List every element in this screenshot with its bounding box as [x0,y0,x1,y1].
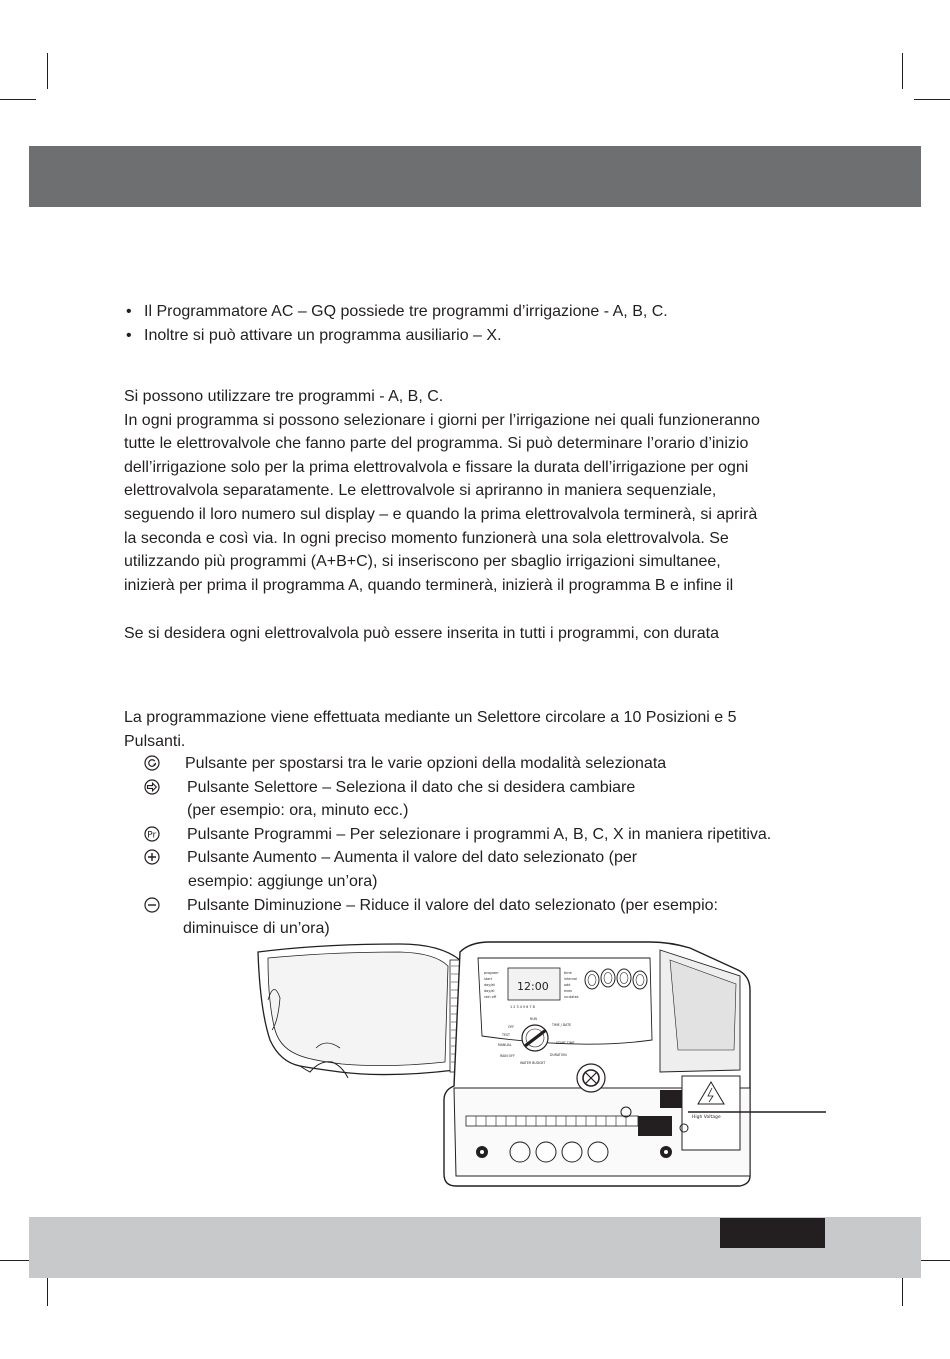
button-item-selector [144,776,844,800]
svg-text:start: start [484,977,492,981]
lid-inner [268,952,448,1066]
svg-text:START TIME: START TIME [556,1041,575,1045]
text-line: inizierà per prima il programma A, quando terminerà, inizierà il programma B e infine il [124,576,734,594]
button-description-list [144,752,844,941]
crop-mark [902,53,903,89]
svg-text:Pr: Pr [147,830,157,841]
text-line: Si possono utilizzare tre programmi - A, B, C. [124,388,444,405]
svg-text:odd: odd [564,983,571,987]
svg-text:DURATION: DURATION [550,1053,567,1057]
button-item-continuation [144,799,844,823]
svg-text:even: even [564,989,573,993]
svg-text:OFF: OFF [508,1025,515,1029]
svg-text:TEST: TEST [502,1033,510,1037]
button-description: Pulsante Aumento – Aumenta il valore del dato selezionato (per [187,849,638,867]
program-button-icon [144,826,160,842]
button-description: Pulsante per spostarsi tra le varie opzioni della modalità selezionata [185,755,667,772]
button-description-continuation: esempio: aggiunge un’ora) [188,872,378,890]
controls-paragraph [124,706,737,753]
crop-mark [0,99,36,100]
svg-text:MANUAL: MANUAL [498,1043,512,1047]
text-line: Pulsanti. [124,732,186,750]
page-number-tab [720,1218,825,1248]
svg-text:TIME / DATE: TIME / DATE [552,1023,572,1027]
text-line: la seconda e così via. In ogni preciso momento funzionerà una sola elettrovalvola. Se [124,529,729,547]
warning-label: High Voltage [692,1115,721,1120]
button-description: Pulsante Selettore – Seleziona il dato che si desidera cambiare [187,778,636,796]
connector-block [638,1116,672,1136]
button-description: Pulsante Programmi – Per selezionare i programmi A, B, C, X in maniera ripetitiva. [187,825,772,843]
terminal-strip [466,1116,638,1126]
button-item-programs [144,823,844,847]
button-item-continuation [144,917,844,941]
programs-paragraph [124,385,760,597]
text-line: In ogni programma si possono selezionare i giorni per l’irrigazione nei quali funzioneranno [124,411,760,429]
svg-text:RAIN OFF: RAIN OFF [500,1054,515,1058]
svg-text:day/at: day/at [484,983,495,987]
crop-mark [47,53,48,89]
svg-text:interval: interval [564,977,577,981]
text-line: La programmazione viene effettuata mediante un Selettore circolare a 10 Posizioni e 5 [124,709,737,726]
svg-text:program: program [484,971,499,975]
svg-text:RUN: RUN [530,1017,537,1021]
button-description-continuation: (per esempio: ora, minuto ecc.) [187,802,409,820]
text-line: seguendo il loro numero sul display – e quando la prima elettrovalvola terminerà, si aprirà [124,505,758,523]
svg-text:time: time [564,971,572,975]
svg-text:day/al: day/al [484,989,495,993]
bullet-item: • Il Programmatore AC – GQ possiede tre programmi d’irrigazione - A, B, C. [124,300,668,324]
plus-circle-icon [144,849,160,865]
selector-arrow-icon [144,779,160,795]
header-bar [29,146,921,207]
text-line: tutte le elettrovalvole che fanno parte del programma. Si può determinare l’orario d’inizio [124,435,749,453]
svg-text:1 2 3 4 5 6 7 8: 1 2 3 4 5 6 7 8 [510,1005,535,1009]
text-line: elettrovalvola separatamente. Le elettrovalvole si apriranno in maniera sequenziale, [124,482,717,500]
svg-text:WATER BUDGET: WATER BUDGET [520,1061,546,1065]
programs-note: Se si desidera ogni elettrovalvola può essere inserita in tutti i programmi, con durata [124,625,719,642]
text-line: dell’irrigazione solo per la prima elettrovalvola e fissare la durata dell’irrigazione per ogni [124,458,749,476]
high-voltage-cover [682,1076,740,1150]
button-item-continuation [144,870,844,894]
text-line: utilizzando più programmi (A+B+C), si inseriscono per sbaglio irrigazioni simultanee, [124,553,721,571]
button-item-decrease [144,894,844,918]
button-item-cycle [144,752,844,776]
intro-bullet-list [124,300,668,347]
minus-circle-icon [144,897,160,913]
button-description-continuation: diminuisce di un’ora) [183,920,330,938]
svg-text:xx:dates: xx:dates [564,995,579,999]
crop-mark [914,99,950,100]
lcd-time: 12:00 [517,980,549,993]
button-item-increase [144,846,844,870]
svg-text:rain off: rain off [484,995,497,999]
bullet-item: • Inoltre si può attivare un programma ausiliario – X. [124,324,668,348]
button-description: Pulsante Diminuzione – Riduce il valore del dato selezionato (per esempio: [187,896,718,914]
cycle-button-icon [144,755,160,771]
controller-illustration [250,940,830,1192]
